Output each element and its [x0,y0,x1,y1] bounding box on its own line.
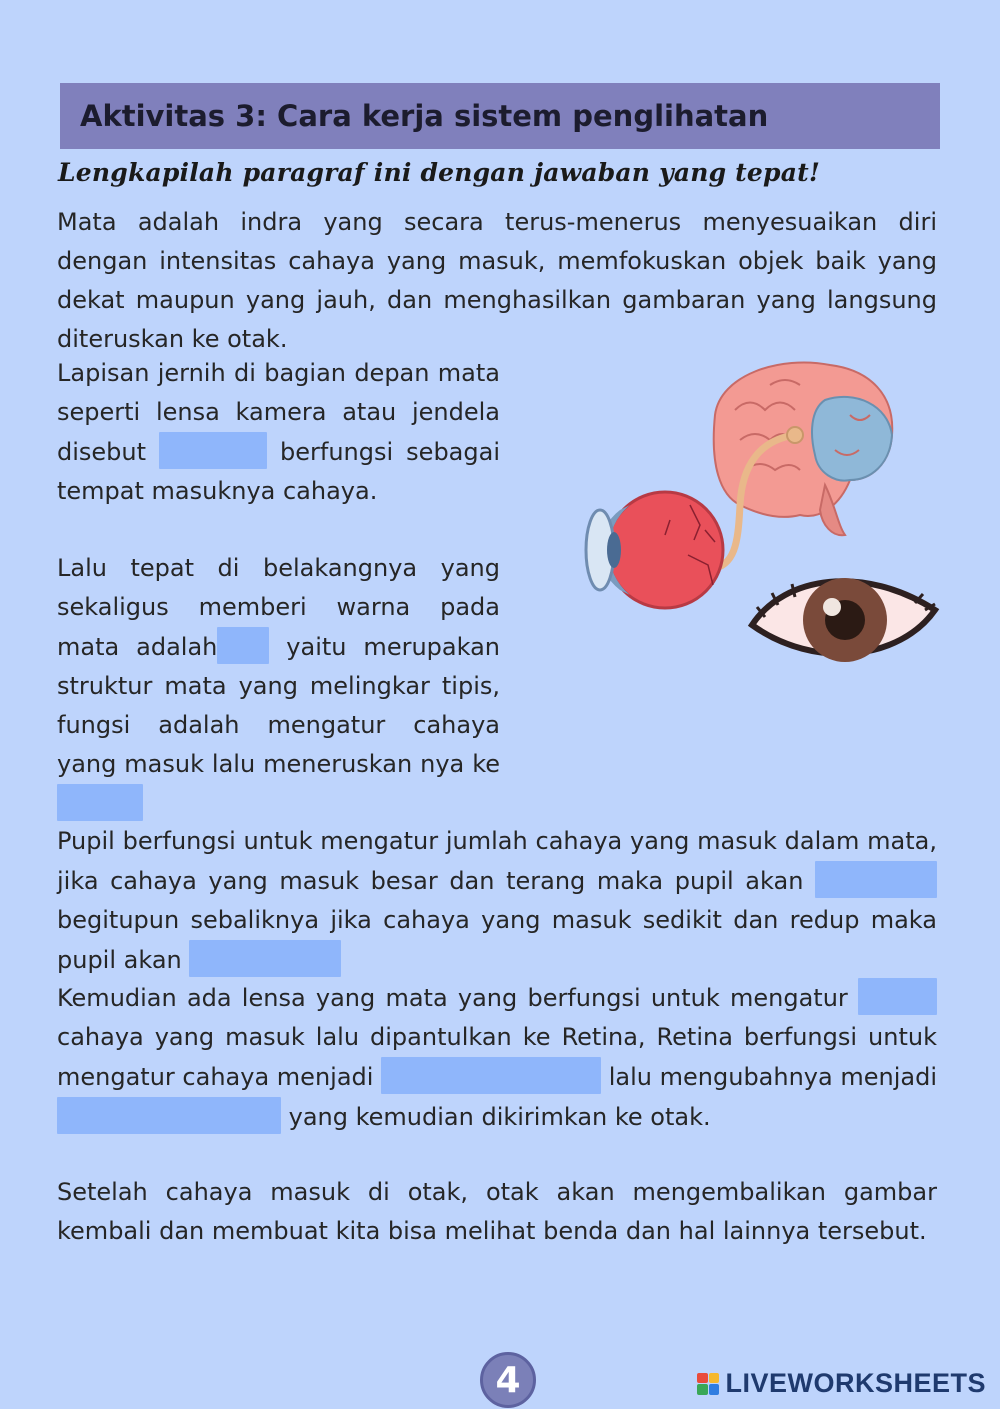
answer-blank-7[interactable] [381,1057,601,1094]
answer-blank-3[interactable] [57,784,143,821]
intro-text: Mata adalah indra yang secara terus-menerus menyesuaikan diri dengan intensitas cahaya yang masuk, memfokuskan objek baik yang dekat maupun yang jauh, dan menghasilkan gambaran yang langsung diteruskan ke otak. [57,208,937,353]
p2-text-a: Lalu tepat di belakangnya yang sekaligus memberi warna pada mata adalah [57,554,500,661]
answer-blank-4[interactable] [815,861,937,898]
paragraph-kornea [57,354,500,511]
p4-text-b: cahaya yang masuk lalu dipantulkan ke Retina, Retina berfungsi untuk mengatur cahaya menjadi [57,1023,937,1091]
page-number: 4 [495,1359,521,1401]
brand-name: LIVEWORKSHEETS [725,1368,986,1398]
activity-title: Aktivitas 3: Cara kerja sistem penglihatan [80,99,769,133]
eye-brain-illustration [570,355,945,685]
paragraph-otak [57,1173,937,1251]
p4-text-c: lalu mengubahnya menjadi [601,1063,937,1091]
eyeball-cross-section-icon [586,492,723,608]
p5-text: Setelah cahaya masuk di otak, otak akan mengembalikan gambar kembali dan membuat kita bisa melihat benda dan hal lainnya tersebut. [57,1178,937,1245]
answer-blank-8[interactable] [57,1097,281,1134]
paragraph-pupil [57,822,937,980]
activity-header [60,83,940,149]
intro-paragraph [57,203,937,359]
p3-text-a: Pupil berfungsi untuk mengatur jumlah cahaya yang masuk dalam mata, jika cahaya yang masuk besar dan terang maka pupil akan [57,827,937,895]
p4-text-a: Kemudian ada lensa yang mata yang berfungsi untuk mengatur [57,984,858,1012]
liveworksheets-logo [697,1368,986,1399]
liveworksheets-icon [697,1373,719,1395]
answer-blank-1[interactable] [159,432,267,469]
answer-blank-5[interactable] [189,940,341,977]
paragraph-iris [57,549,500,824]
p2-text-b: yaitu merupakan struktur mata yang melingkar tipis, fungsi adalah mengatur cahaya yang masuk lalu meneruskan nya ke [57,633,500,778]
answer-blank-6[interactable] [858,978,937,1015]
eye-icon [752,578,935,662]
p1-text-a: Lapisan jernih di bagian depan mata seperti lensa kamera atau jendela disebut [57,359,500,466]
p4-text-d: yang kemudian dikirimkan ke otak. [281,1103,711,1131]
page-number-badge [480,1352,536,1408]
answer-blank-2[interactable] [217,627,269,664]
instruction-text: Lengkapilah paragraf ini dengan jawaban yang tepat! [58,158,821,187]
p3-text-b: begitupun sebaliknya jika cahaya yang masuk sedikit dan redup maka pupil akan [57,906,937,974]
paragraph-lensa [57,978,937,1137]
p1-text-b: berfungsi sebagai tempat masuknya cahaya. [57,438,500,505]
